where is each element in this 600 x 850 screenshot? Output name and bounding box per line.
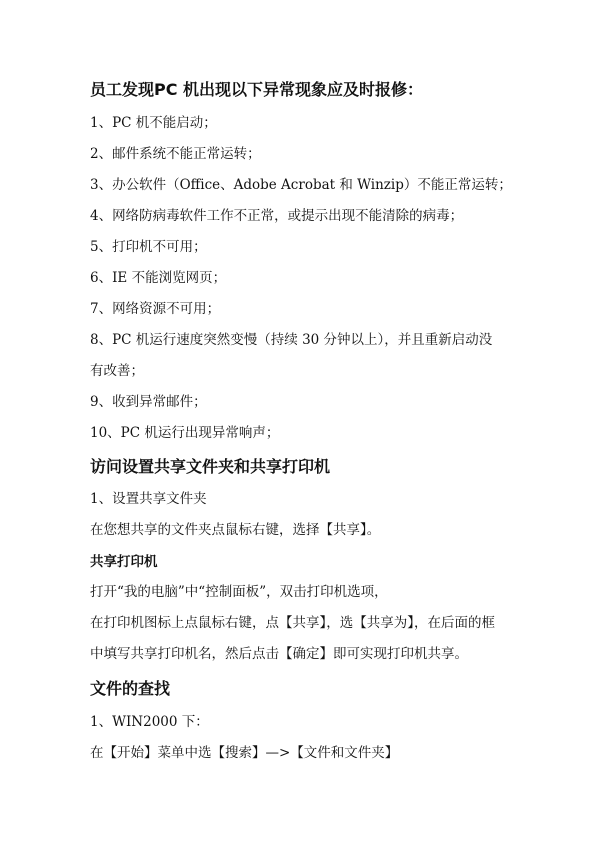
subheading-shared-printer: 共享打印机	[90, 554, 158, 570]
section-title-repair: 员工发现PC 机出现以下异常现象应及时报修：	[90, 80, 424, 99]
paragraph-shared-folder: 在您想共享的文件夹点鼠标右键，选择【共享】。	[90, 522, 381, 538]
list-item: 6、IE 不能浏览网页；	[90, 270, 227, 286]
section-title-sharing: 访问设置共享文件夹和共享打印机	[90, 457, 331, 476]
list-item: 7、网络资源不可用；	[90, 301, 221, 317]
section-title-file-search: 文件的查找	[90, 679, 171, 698]
list-item: 3、办公软件（Office、Adobe Acrobat 和 Winzip）不能正常运转；	[90, 177, 512, 193]
list-item: 1、PC 机不能启动；	[90, 115, 217, 131]
list-item-continuation: 有改善；	[90, 363, 144, 379]
paragraph-line: 在打印机图标上点鼠标右键，点【共享】，选【共享为】，在后面的框	[90, 615, 495, 631]
paragraph-line: 中填写共享打印机名，然后点击【确定】即可实现打印机共享。	[90, 646, 468, 662]
list-item: 2、邮件系统不能正常运转；	[90, 146, 261, 162]
subheading-shared-folder: 1、设置共享文件夹	[90, 491, 207, 507]
list-item: 10、PC 机运行出现异常响声；	[90, 425, 280, 441]
list-item: 8、PC 机运行速度突然变慢（持续 30 分钟以上），并且重新启动没	[90, 332, 493, 348]
subheading-win2000: 1、WIN2000 下：	[90, 714, 209, 730]
paragraph-line: 打开“我的电脑”中“控制面板”，双击打印机选项，	[90, 584, 388, 600]
paragraph-search-steps: 在【开始】菜单中选【搜索】—>【文件和文件夹】	[90, 745, 399, 761]
list-item: 4、网络防病毒软件工作不正常，或提示出现不能清除的病毒；	[90, 208, 464, 224]
list-item: 5、打印机不可用；	[90, 239, 207, 255]
list-item: 9、收到异常邮件；	[90, 394, 207, 410]
